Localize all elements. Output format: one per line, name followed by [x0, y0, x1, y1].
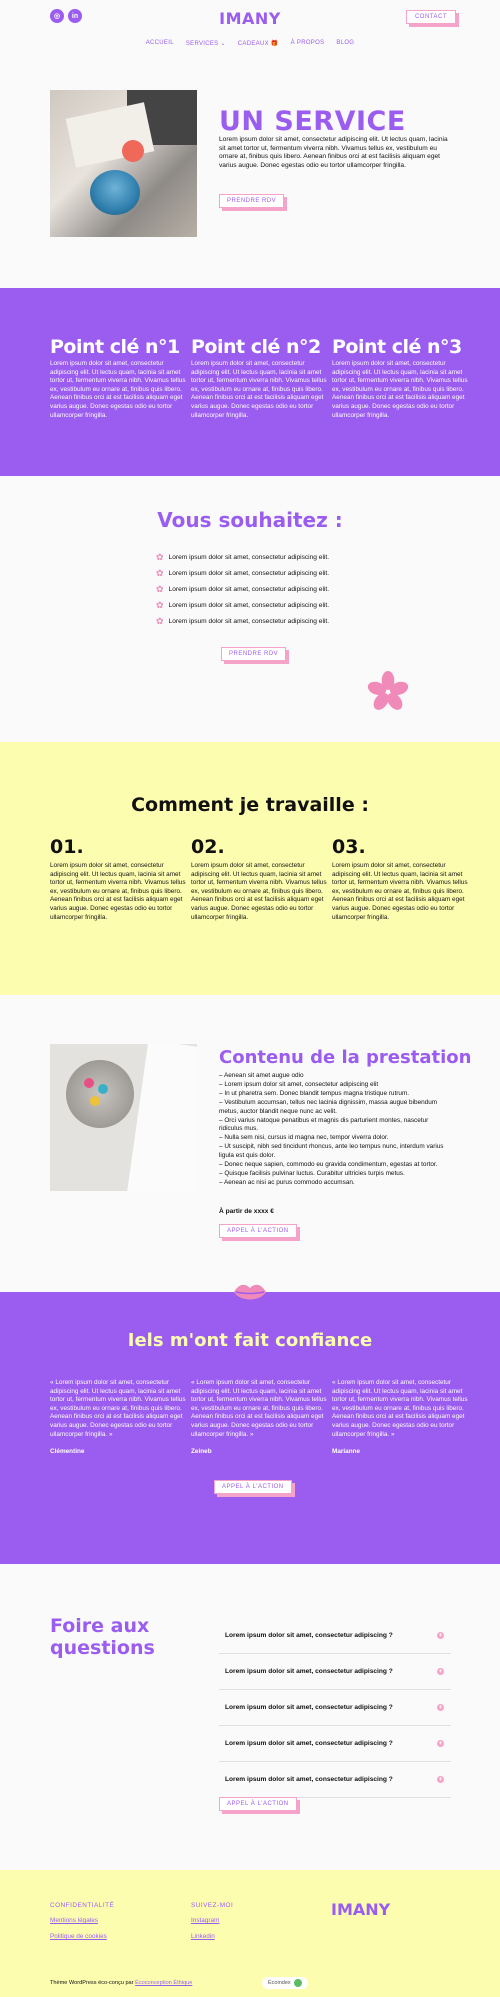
- ecoindex-badge[interactable]: Écoindex: [262, 1977, 308, 1989]
- list-item: – Aenean sit amet augue odio: [219, 1072, 304, 1079]
- testimonial: [332, 1379, 470, 1455]
- faq-item[interactable]: Lorem ipsum dolor sit amet, consectetur adipiscing ? +: [219, 1690, 451, 1726]
- nav-item-a-propos[interactable]: À PROPOS: [290, 40, 325, 46]
- footer-follow-column: [191, 1902, 233, 1949]
- theme-credit: Thème WordPress éco-conçu par Écoconception Éthique: [50, 1980, 193, 1986]
- list-item: – Donec neque sapien, commodo eu gravida condimentum, egestas at tortor.: [219, 1161, 438, 1169]
- process-title: Comment je travaille :: [131, 794, 369, 816]
- service-content-section: [0, 995, 500, 1292]
- wishes-section: [0, 476, 500, 742]
- price-label: À partir de xxxx €: [219, 1208, 274, 1215]
- footer-logo[interactable]: IMANY: [331, 1900, 391, 1919]
- book-appointment-button[interactable]: PRENDRE RDV: [221, 647, 286, 661]
- key-point: [50, 336, 188, 420]
- plus-icon[interactable]: +: [438, 1776, 443, 1783]
- process-step: [332, 836, 470, 922]
- cookie-policy-link[interactable]: Politique de cookies: [50, 1933, 107, 1940]
- list-item: – Quisque facilisis pulvinar luctus. Curabitur ultricies turpis metus.: [219, 1169, 405, 1177]
- nav-item-blog[interactable]: BLOG: [336, 40, 355, 46]
- plus-icon[interactable]: +: [438, 1740, 443, 1747]
- step-text: Lorem ipsum dolor sit amet, consectetur adipiscing elit. Ut lectus quam, lacinia sit amet tortor ut, fermentum viverra nibh. Vivamus tellus ex, vestibulum eu ornare at, finibus quis libero. Aenean finibus orci at est facilisis aliquam eget varius augue. Donec egestas odio eu tortor ullamcorper fringilla.: [50, 862, 186, 921]
- hero-text: Lorem ipsum dolor sit amet, consectetur adipiscing elit. Ut lectus quam, lacinia sit amet tortor ut, fermentum viverra nibh. Vivamus tellus ex, vestibulum eu ornare at, finibus quis libero. Aenean finibus orci at est facilisis aliquam eget varius augue. Donec egestas odio eu tortor ullamcorper fringilla.: [219, 136, 448, 169]
- testimonial-text: « Lorem ipsum dolor sit amet, consectetur adipiscing elit. Ut lectus quam, lacinia sit amet tortor ut, fermentum viverra nibh. Vivamus tellus ex, vestibulum eu ornare at, finibus quis libero. Aenean finibus orci at est facilisis aliquam eget varius augue. Donec egestas odio eu tortor ullamcorper fringilla. »: [332, 1379, 468, 1438]
- faq-list: [219, 1618, 451, 1798]
- site-header: [0, 0, 500, 64]
- key-point-text: Lorem ipsum dolor sit amet, consectetur adipiscing elit. Ut lectus quam, lacinia sit amet tortor ut, fermentum viverra nibh. Vivamus tellus ex, vestibulum eu ornare at, finibus quis libero. Aenean finibus orci at est facilisis aliquam eget varius augue. Donec egestas odio eu tortor ullamcorper fringilla.: [332, 360, 468, 419]
- faq-title: Foire aux questions: [50, 1615, 155, 1659]
- list-item: ✿ Lorem ipsum dolor sit amet, consectetur adipiscing elit.: [156, 551, 330, 562]
- list-item: – Nulla sem nisi, cursus id magna nec, tempor viverra dolor.: [219, 1134, 389, 1142]
- contact-button[interactable]: CONTACT: [406, 10, 456, 24]
- testimonial-author: Marianne: [332, 1448, 361, 1456]
- list-item: ✿ Lorem ipsum dolor sit amet, consectetur adipiscing elit.: [156, 599, 330, 610]
- process-step: [50, 836, 188, 922]
- step-number: 02.: [191, 836, 225, 858]
- instagram-link[interactable]: Instagram: [191, 1917, 220, 1924]
- list-item: – Orci varius natoque penatibus et magnis dis parturient montes, nascetur ridiculus mus.: [219, 1116, 429, 1133]
- pins-bowl-image: [50, 1044, 197, 1191]
- testimonial-author: Clémentine: [50, 1448, 85, 1456]
- step-text: Lorem ipsum dolor sit amet, consectetur adipiscing elit. Ut lectus quam, lacinia sit amet tortor ut, fermentum viverra nibh. Vivamus tellus ex, vestibulum eu ornare at, finibus quis libero. Aenean finibus orci at est facilisis aliquam eget varius augue. Donec egestas odio eu tortor ullamcorper fringilla.: [332, 862, 468, 921]
- linkedin-icon[interactable]: in: [68, 9, 82, 23]
- key-point-text: Lorem ipsum dolor sit amet, consectetur adipiscing elit. Ut lectus quam, lacinia sit amet tortor ut, fermentum viverra nibh. Vivamus tellus ex, vestibulum eu ornare at, finibus quis libero. Aenean finibus orci at est facilisis aliquam eget varius augue. Donec egestas odio eu tortor ullamcorper fringilla.: [50, 360, 186, 419]
- legal-notice-link[interactable]: Mentions légales: [50, 1917, 98, 1924]
- credit-link[interactable]: Écoconception Éthique: [135, 1980, 193, 1986]
- hero-section: [0, 64, 500, 288]
- book-appointment-button[interactable]: PRENDRE RDV: [219, 194, 284, 208]
- nav-item-accueil[interactable]: ACCUEIL: [145, 40, 174, 46]
- faq-item[interactable]: Lorem ipsum dolor sit amet, consectetur adipiscing ? +: [219, 1654, 451, 1690]
- testimonial-author: Zeineb: [191, 1448, 212, 1456]
- plus-icon[interactable]: +: [438, 1632, 443, 1639]
- call-to-action-button[interactable]: APPEL À L'ACTION: [214, 1480, 292, 1494]
- key-point: [332, 336, 470, 420]
- main-nav: [0, 40, 500, 47]
- plus-icon[interactable]: +: [438, 1704, 443, 1711]
- process-section: [0, 742, 500, 995]
- lips-decoration-icon: [232, 1280, 268, 1304]
- flower-bullet-icon: ✿: [156, 615, 164, 626]
- flower-bullet-icon: ✿: [156, 583, 164, 594]
- list-item: – Aenean ac nisi ac purus commodo accumsan.: [219, 1178, 355, 1186]
- list-item: – Lorem ipsum dolor sit amet, consectetur adipiscing elit: [219, 1080, 379, 1088]
- key-points-section: [0, 288, 500, 476]
- testimonial: [191, 1379, 329, 1455]
- key-point-title: Point clé n°3: [332, 336, 462, 358]
- footer-column-title: CONFIDENTIALITÉ: [50, 1902, 115, 1909]
- site-footer: [0, 1870, 500, 1997]
- list-item: – In ut pharetra sem. Donec blandit tempus magna tristique rutrum.: [219, 1089, 410, 1097]
- footer-privacy-column: [50, 1902, 114, 1949]
- faq-item[interactable]: Lorem ipsum dolor sit amet, consectetur adipiscing ? +: [219, 1762, 451, 1798]
- flower-bullet-icon: ✿: [156, 599, 164, 610]
- hero-image: [50, 90, 197, 237]
- key-point-text: Lorem ipsum dolor sit amet, consectetur adipiscing elit. Ut lectus quam, lacinia sit amet tortor ut, fermentum viverra nibh. Vivamus tellus ex, vestibulum eu ornare at, finibus quis libero. Aenean finibus orci at est facilisis aliquam eget varius augue. Donec egestas odio eu tortor ullamcorper fringilla.: [191, 360, 327, 419]
- flower-bullet-icon: ✿: [156, 567, 164, 578]
- service-content-list: [219, 1072, 451, 1188]
- hero-title: UN SERVICE: [219, 106, 406, 137]
- list-item: ✿ Lorem ipsum dolor sit amet, consectetur adipiscing elit.: [156, 615, 330, 626]
- wishes-title: Vous souhaitez :: [157, 508, 343, 532]
- plus-icon[interactable]: +: [438, 1668, 443, 1675]
- call-to-action-button[interactable]: APPEL À L'ACTION: [219, 1224, 297, 1238]
- list-item: ✿ Lorem ipsum dolor sit amet, consectetur adipiscing elit.: [156, 583, 330, 594]
- key-point-title: Point clé n°1: [50, 336, 180, 358]
- testimonials-section: [0, 1292, 500, 1564]
- site-logo[interactable]: IMANY: [219, 9, 281, 28]
- list-item: – Vestibulum accumsan, tellus nec lacinia dignissim, massa augue bibendum metus, auctor blandit neque nunc ac velit.: [219, 1098, 438, 1115]
- list-item: ✿ Lorem ipsum dolor sit amet, consectetur adipiscing elit.: [156, 567, 330, 578]
- flower-decoration-icon: [367, 671, 409, 713]
- testimonial-text: « Lorem ipsum dolor sit amet, consectetur adipiscing elit. Ut lectus quam, lacinia sit amet tortor ut, fermentum viverra nibh. Vivamus tellus ex, vestibulum eu ornare at, finibus quis libero. Aenean finibus orci at est facilisis aliquam eget varius augue. Donec egestas odio eu tortor ullamcorper fringilla. »: [191, 1379, 327, 1438]
- wishes-list: [156, 549, 329, 629]
- key-point-title: Point clé n°2: [191, 336, 321, 358]
- step-text: Lorem ipsum dolor sit amet, consectetur adipiscing elit. Ut lectus quam, lacinia sit amet tortor ut, fermentum viverra nibh. Vivamus tellus ex, vestibulum eu ornare at, finibus quis libero. Aenean finibus orci at est facilisis aliquam eget varius augue. Donec egestas odio eu tortor ullamcorper fringilla.: [191, 862, 327, 921]
- key-point: [191, 336, 329, 420]
- testimonial-text: « Lorem ipsum dolor sit amet, consectetur adipiscing elit. Ut lectus quam, lacinia sit amet tortor ut, fermentum viverra nibh. Vivamus tellus ex, vestibulum eu ornare at, finibus quis libero. Aenean finibus orci at est facilisis aliquam eget varius augue. Donec egestas odio eu tortor ullamcorper fringilla. »: [50, 1379, 186, 1438]
- step-number: 01.: [50, 836, 84, 858]
- list-item: – Ut suscipit, nibh sed tincidunt rhoncus, ante leo tempus nunc, interdum varius ligula est quis dolor.: [219, 1143, 444, 1160]
- nav-item-cadeaux[interactable]: CADEAUX 🎁: [237, 41, 279, 47]
- linkedin-link[interactable]: Linkedin: [191, 1933, 215, 1940]
- flower-bullet-icon: ✿: [156, 551, 164, 562]
- faq-section: [0, 1564, 500, 1870]
- faq-item[interactable]: Lorem ipsum dolor sit amet, consectetur adipiscing ? +: [219, 1618, 451, 1654]
- testimonial: [50, 1379, 188, 1455]
- grade-icon: [294, 1979, 302, 1987]
- instagram-icon[interactable]: ◎: [50, 9, 64, 23]
- testimonials-title: Iels m'ont fait confiance: [127, 1330, 373, 1351]
- footer-column-title: SUIVEZ-MOI: [191, 1902, 234, 1909]
- call-to-action-button[interactable]: APPEL À L'ACTION: [219, 1797, 297, 1811]
- process-step: [191, 836, 329, 922]
- service-content-title: Contenu de la prestation: [219, 1047, 472, 1068]
- nav-item-services[interactable]: SERVICES ⌄: [185, 41, 226, 47]
- step-number: 03.: [332, 836, 366, 858]
- faq-item[interactable]: Lorem ipsum dolor sit amet, consectetur adipiscing ? +: [219, 1726, 451, 1762]
